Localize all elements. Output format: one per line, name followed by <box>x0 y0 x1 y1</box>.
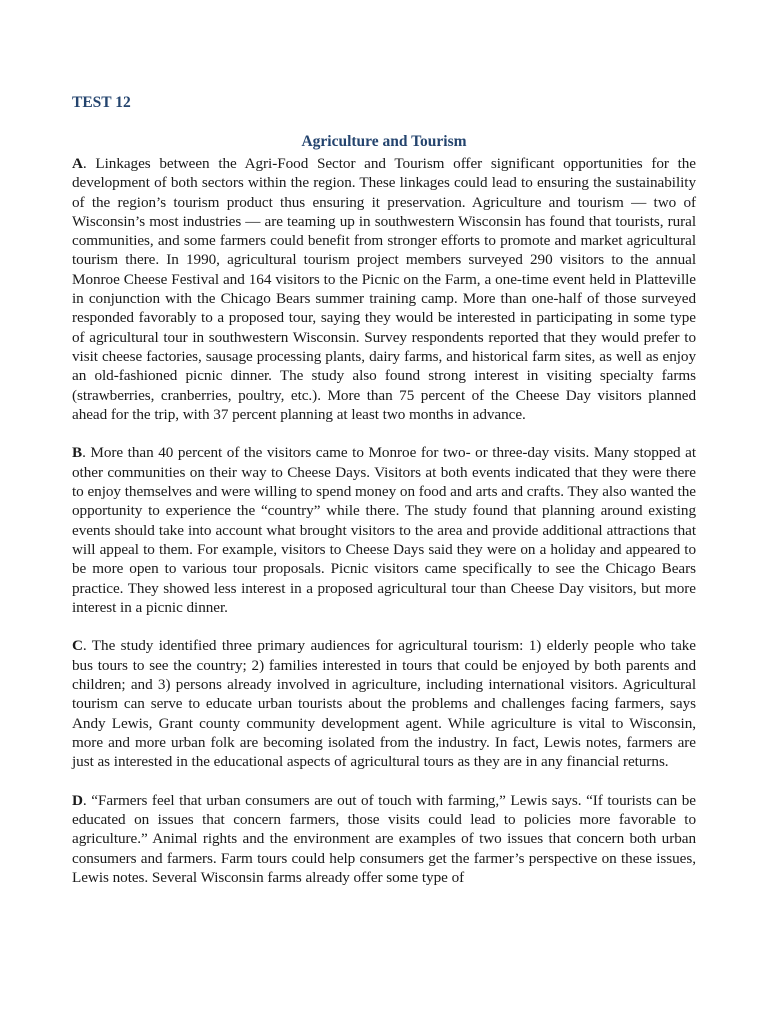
paragraph-letter: B <box>72 444 83 462</box>
test-label: TEST 12 <box>72 94 131 111</box>
paragraph-letter: C <box>72 637 83 655</box>
paragraph-text: . More than 40 percent of the visitors came to Monroe for two- or three-day visits. Many stopped at other communities on their way to Cheese Days. Visitors at both events indicated that they were there to enjoy themselves and were willing to spend money on food and arts and crafts. They also wanted the opportunity to experience the “country” while there. The study found that planning around existing events should take into account what brought visitors to the area and provide additional attractions that will appeal to them. For example, visitors to Cheese Days said they were on a holiday and appeared to be more open to various tour proposals. Picnic visitors came specifically to see the Chicago Bears practice. They showed less interest in a proposed agricultural tour than Cheese Day visitors, but more interest in a picnic dinner. <box>72 444 696 616</box>
paragraph-b <box>72 443 696 617</box>
paragraph-letter: A <box>72 155 83 172</box>
paragraph-c <box>72 636 696 771</box>
paragraph-text: . “Farmers feel that urban consumers are out of touch with farming,” Lewis says. “If tourists can be educated on issues that concern farmers, those visits could lead to policies more favorable to agriculture.” Animal rights and the environment are examples of two issues that concern both urban consumers and farmers. Farm tours could help consumers get the farmer’s perspective on these issues, Lewis notes. Several Wisconsin farms already offer some type of <box>72 791 696 886</box>
paragraph-a <box>72 154 696 424</box>
paragraph-letter: D <box>72 791 83 809</box>
paragraph-text: . Linkages between the Agri-Food Sector and Tourism offer significant opportunities for the development of both sectors within the region. These linkages could lead to ensuring the sustainability of the region’s tourism product thus ensuring it preservation. Agriculture and tourism — two of Wisconsin’s most industries — are teaming up in southwestern Wisconsin has found that tourists, rural communities, and some farmers could benefit from stronger efforts to promote and market agricultural tourism there. In 1990, agricultural tourism project members surveyed 290 visitors to the annual Monroe Cheese Festival and 164 visitors to the Picnic on the Farm, a one-time event held in Platteville in conjunction with the Chicago Bears summer training camp. More than one-half of those surveyed responded favorably to a proposed tour, saying they would be interested in participating in some type of agricultural tour in southwestern Wisconsin. Survey respondents reported that they would prefer to visit cheese factories, sausage processing plants, dairy farms, and historical farm sites, as well as enjoy an old-fashioned picnic dinner. The study also found strong interest in visiting specialty farms (strawberries, cranberries, poultry, etc.). More than 75 percent of the Cheese Day visitors planned ahead for the trip, with 37 percent planning at least two months in advance. <box>72 155 696 423</box>
document-title: Agriculture and Tourism <box>301 133 467 150</box>
paragraph-d <box>72 791 696 887</box>
paragraph-text: . The study identified three primary audiences for agricultural tourism: 1) elderly people who take bus tours to see the country; 2) families interested in tours that could be enjoyed by both parents and children; and 3) persons already involved in agriculture, including international visitors. Agricultural tourism can serve to educate urban tourists about the problems and challenges facing farmers, says Andy Lewis, Grant county community development agent. While agriculture is vital to Wisconsin, more and more urban folk are becoming isolated from the industry. In fact, Lewis notes, farmers are just as interested in the educational aspects of agricultural tours as they are in any financial returns. <box>72 637 696 771</box>
